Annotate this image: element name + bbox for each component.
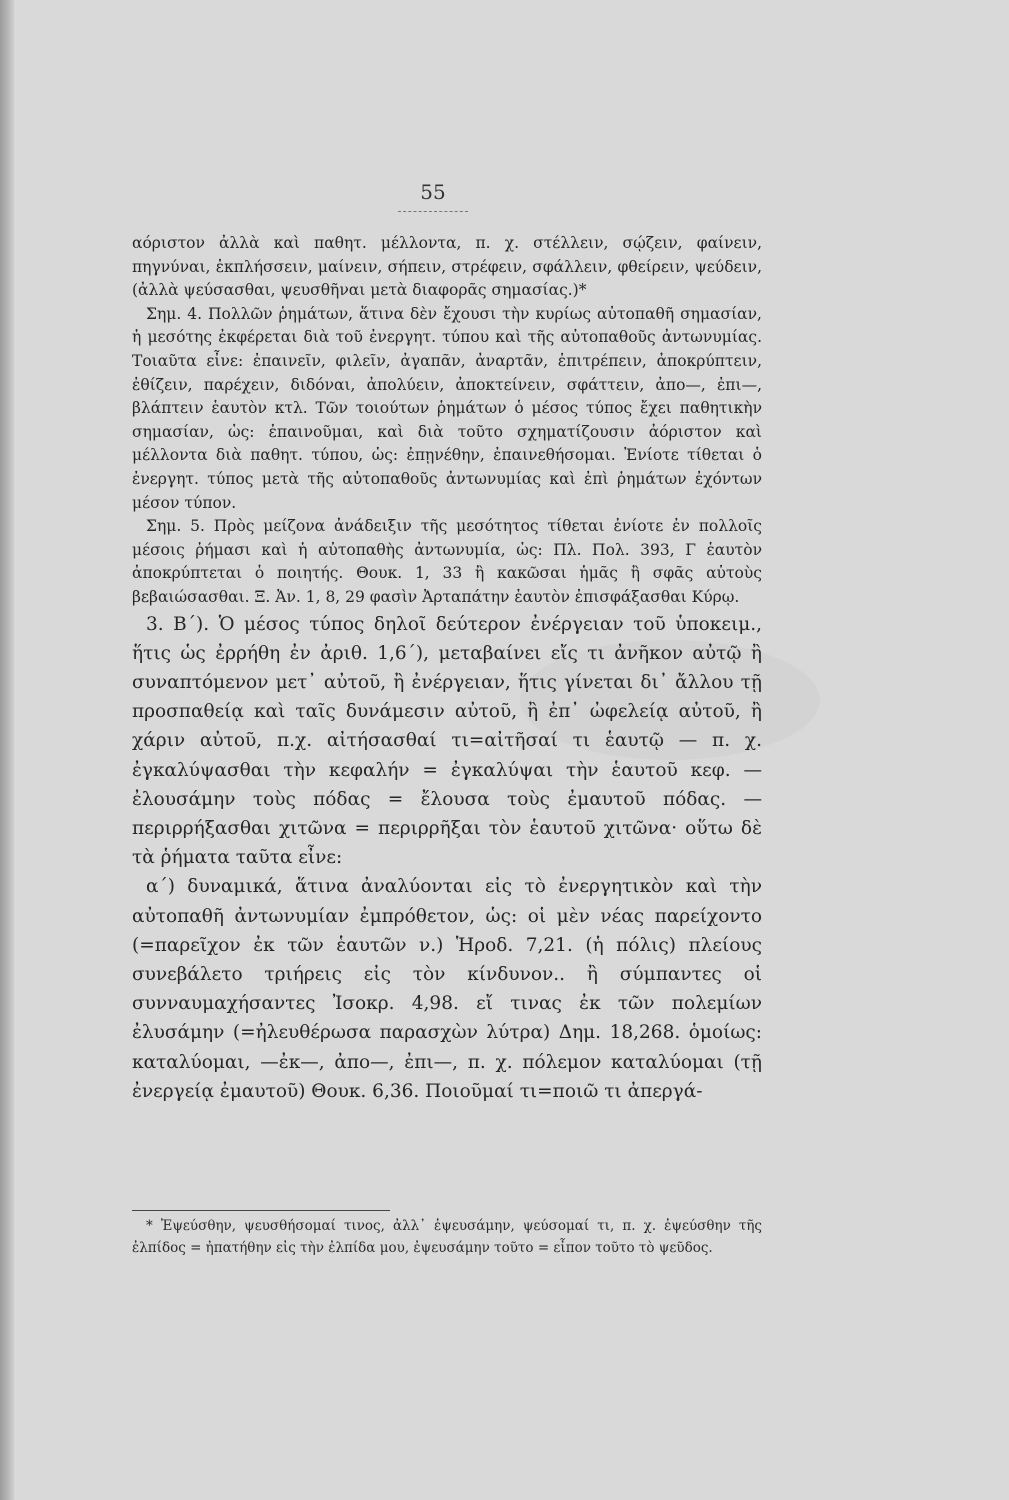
paragraph-note-5: Σημ. 5. Πρὸς μείζονα ἀνάδειξιν τῆς μεσότητος τίθεται ἐνίοτε ἐν πολλοῖς μέσοις ῥήμασι καὶ ἡ αὐτοπαθὴς ἀντωνυμία, ὡς: Πλ. Πολ. 393, Γ ἑαυτὸν ἀποκρύπτεται ὁ ποιητής. Θουκ. 1, 33 ἢ κακῶσαι ἡμᾶς ἢ σφᾶς αὐτοὺς βεβαιώσασθαι. Ξ. Ἀν. 1, 8, 29 φασὶν Ἀρταπάτην ἑαυτὸν ἐπισφάξασθαι Κύρῳ. (132, 517, 762, 606)
paragraph-continuation: αόριστον ἀλλὰ καὶ παθητ. μέλλοντα, π. χ. στέλλειν, σῴζειν, φαίνειν, πηγνύναι, ἐκπλήσσειν, μαίνειν, σήπειν, στρέφειν, σφάλλειν, φθείρειν, ψεύδειν, (ἀλλὰ ψεύσασθαι, ψευσθῆναι μετὰ διαφορᾶς σημασίας.)* (132, 234, 762, 300)
page-number-ornament (398, 207, 468, 212)
footnote-1: * Ἐψεύσθην, ψευσθήσομαί τινος, ἀλλ᾽ ἐψευσάμην, ψεύσομαί τι, π. χ. ἐψεύσθην τῆς ἐλπίδος = ἠπατήθην εἰς τὴν ἐλπίδα μου, ἐψευσάμην τοῦτο = εἶπον τοῦτο τὸ ψεῦδος. (132, 1218, 762, 1256)
main-text (132, 232, 762, 1106)
footnote-divider (132, 1210, 390, 1211)
paragraph-dynamic-verbs: α΄) δυναμικά, ἅτινα ἀναλύονται εἰς τὸ ἐνεργητικὸν καὶ τὴν αὐτοπαθῆ ἀντωνυμίαν ἐμπρόθετον, ὡς: οἱ μὲν νέας παρείχοντο (=παρεῖχον ἐκ τῶν ἑαυτῶν ν.) Ἡροδ. 7,21. (ἡ πόλις) πλείους συνεβάλετο τριήρεις εἰς τὸν κίνδυνον.. ἢ σύμπαντες οἱ συνναυμαχήσαντες Ἰσοκρ. 4,98. εἴ τινας ἐκ τῶν πολεμίων ἐλυσάμην (=ἠλευθέρωσα παρασχὼν λύτρα) Δημ. 18,268. ὁμοίως: καταλύομαι, —ἐκ—, ἀπο—, ἐπι—, π. χ. πόλεμον καταλύομαι (τῇ ἐνεργείᾳ ἐμαυτοῦ) Θουκ. 6,36. Ποιοῦμαί τι=ποιῶ τι ἀπεργά- (132, 876, 762, 1102)
paragraph-note-4: Σημ. 4. Πολλῶν ῥημάτων, ἅτινα δὲν ἔχουσι τὴν κυρίως αὐτοπαθῆ σημασίαν, ἡ μεσότης ἐκφέρεται διὰ τοῦ ἐνεργητ. τύπου καὶ τῆς αὐτοπαθοῦς ἀντωνυμίας. Τοιαῦτα εἶνε: ἐπαινεῖν, φιλεῖν, ἀγαπᾶν, ἀναρτᾶν, ἐπιτρέπειν, ἀποκρύπτειν, ἐθίζειν, παρέχειν, διδόναι, ἀπολύειν, ἀποκτείνειν, σφάττειν, ἀπο—, ἐπι—, βλάπτειν ἑαυτὸν κτλ. Τῶν τοιούτων ῥημάτων ὁ μέσος τύπος ἔχει παθητικὴν σημασίαν, ὡς: ἐπαινοῦμαι, καὶ διὰ τοῦτο σχηματίζουσιν ἀόριστον καὶ μέλλοντα διὰ παθητ. τύπου, ὡς: ἐπῃνέθην, ἐπαινεθήσομαι. Ἐνίοτε τίθεται ὁ ἐνεργητ. τύπος μετὰ τῆς αὐτοπαθοῦς ἀντωνυμίας καὶ ἐπὶ ῥημάτων ἐχόντων μέσον τύπον. (132, 304, 762, 512)
page-number: 55 (420, 180, 446, 204)
paragraph-section-3b: 3. Β΄). Ὁ μέσος τύπος δηλοῖ δεύτερον ἐνέργειαν τοῦ ὑποκειμ., ἥτις ὡς ἐρρήθη ἐν ἀριθ. 1,6΄), μεταβαίνει εἴς τι ἀνῆκον αὐτῷ ἢ συναπτόμενον μετ᾽ αὐτοῦ, ἢ ἐνέργειαν, ἥτις γίνεται δι᾽ ἄλλου τῇ προσπαθείᾳ καὶ ταῖς δυνάμεσιν αὐτοῦ, ἢ ἐπ᾽ ὠφελείᾳ αὐτοῦ, ἢ χάριν αὐτοῦ, π.χ. αἰτήσασθαί τι=αἰτῆσαί τι ἑαυτῷ — π. χ. ἐγκαλύψασθαι τὴν κεφαλήν = ἐγκαλύψαι τὴν ἑαυτοῦ κεφ. — ἐλουσάμην τοὺς πόδας = ἔλουσα τοὺς ἐμαυτοῦ πόδας. — περιρρήξασθαι χιτῶνα = περιρρῆξαι τὸν ἑαυτοῦ χιτῶνα· οὕτω δὲ τὰ ῥήματα ταῦτα εἶνε: (132, 613, 762, 869)
binding-gutter (0, 0, 14, 1500)
footnotes (132, 1215, 762, 1259)
